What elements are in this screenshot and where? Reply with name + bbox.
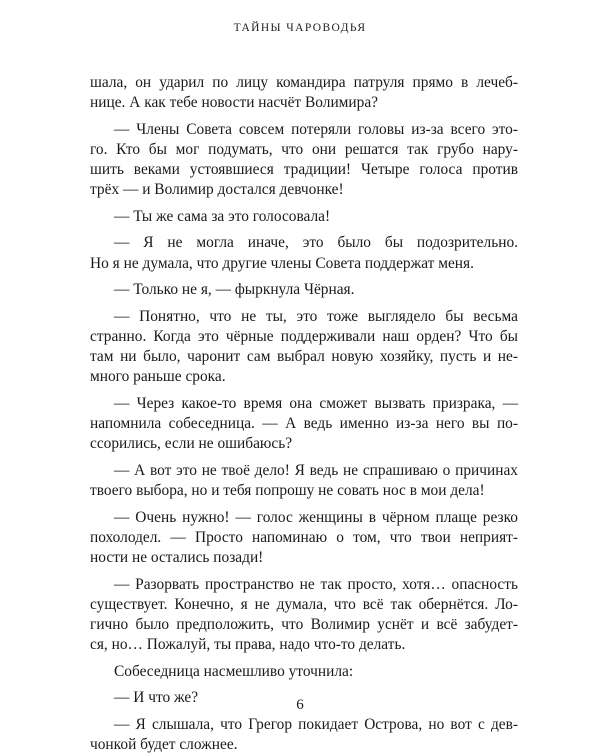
text-line: — Через какое-то время она сможет вызвать призрака, — [114,394,518,412]
text-line: нице. А как тебе новости насчёт Волимира? [90,94,379,112]
text-line: — Ты же сама за это голосовала! [114,207,331,225]
paragraph [90,508,518,569]
text-line: — Только не я, — фыркнула Чёрная. [114,281,355,299]
text-line: — Члены Совета совсем потеряли головы из-за всего это- [114,120,518,138]
text-line: твоего выбора, но и тебя попрошу не совать нос в мои дела! [90,482,485,500]
paragraph [90,280,518,300]
paragraph [90,662,518,682]
paragraph [90,394,518,455]
paragraph [90,575,518,656]
text-line: Собеседница насмешливо уточнила: [114,662,354,680]
text-line: — Я слышала, что Грегор покидает Острова, но вот с дев- [114,715,518,733]
text-line: напомнила собеседница. — А ведь именно из-за него вы по- [90,415,518,433]
running-head: ТАЙНЫ ЧАРОВОДЬЯ [233,22,367,34]
text-line: гично было предположить, что Волимир уснёт и всё забудет- [90,616,518,634]
text-line: ности не остались позади! [90,549,264,567]
text-line: чонкой будет сложнее. [90,736,238,754]
text-line: трёх — и Волимир достался девчонке! [90,181,344,199]
text-line: там ни было, чаронит сам выбрал новую хозяйку, пусть и не- [90,348,518,366]
body-text [90,73,518,755]
text-line: го. Кто бы мог подумать, что они решатся так грубо нару- [90,140,518,158]
text-line: — И что же? [114,689,199,707]
paragraph [90,307,518,388]
text-line: ссорились, если не ошибаюсь? [90,435,293,453]
text-line: — Разорвать пространство не так просто, хотя… опасность [114,575,518,593]
text-line: — А вот это не твоё дело! Я ведь не спрашиваю о причинах [114,461,518,479]
paragraph [90,73,518,113]
page-number: 6 [296,697,304,713]
text-line: странно. Когда это чёрные поддерживали наш орден? Что бы [90,328,518,346]
text-line: похолодел. — Просто напоминаю о том, что твои неприят- [90,528,518,546]
text-line: много раньше срока. [90,368,226,386]
paragraph [90,461,518,501]
text-line: — Я не могла иначе, это было бы подозрительно. [114,234,518,252]
text-line: существует. Конечно, я не думала, что всё так обернётся. Ло- [90,595,518,613]
text-line: — Понятно, что не ты, это тоже выглядело бы весьма [114,307,518,325]
paragraph [90,120,518,201]
paragraph [90,207,518,227]
text-line: Но я не думала, что другие члены Совета поддержат меня. [90,254,474,272]
text-line: шала, он ударил по лицу командира патруля прямо в лечеб- [90,74,518,91]
text-line: ся, но… Пожалуй, ты права, надо что-то делать. [90,636,406,654]
paragraph [90,233,518,273]
paragraph [90,715,518,755]
text-line: — Очень нужно! — голос женщины в чёрном плаще резко [114,508,518,526]
text-line: шить веками устоявшиеся традиции! Четыре голоса против [90,161,518,179]
